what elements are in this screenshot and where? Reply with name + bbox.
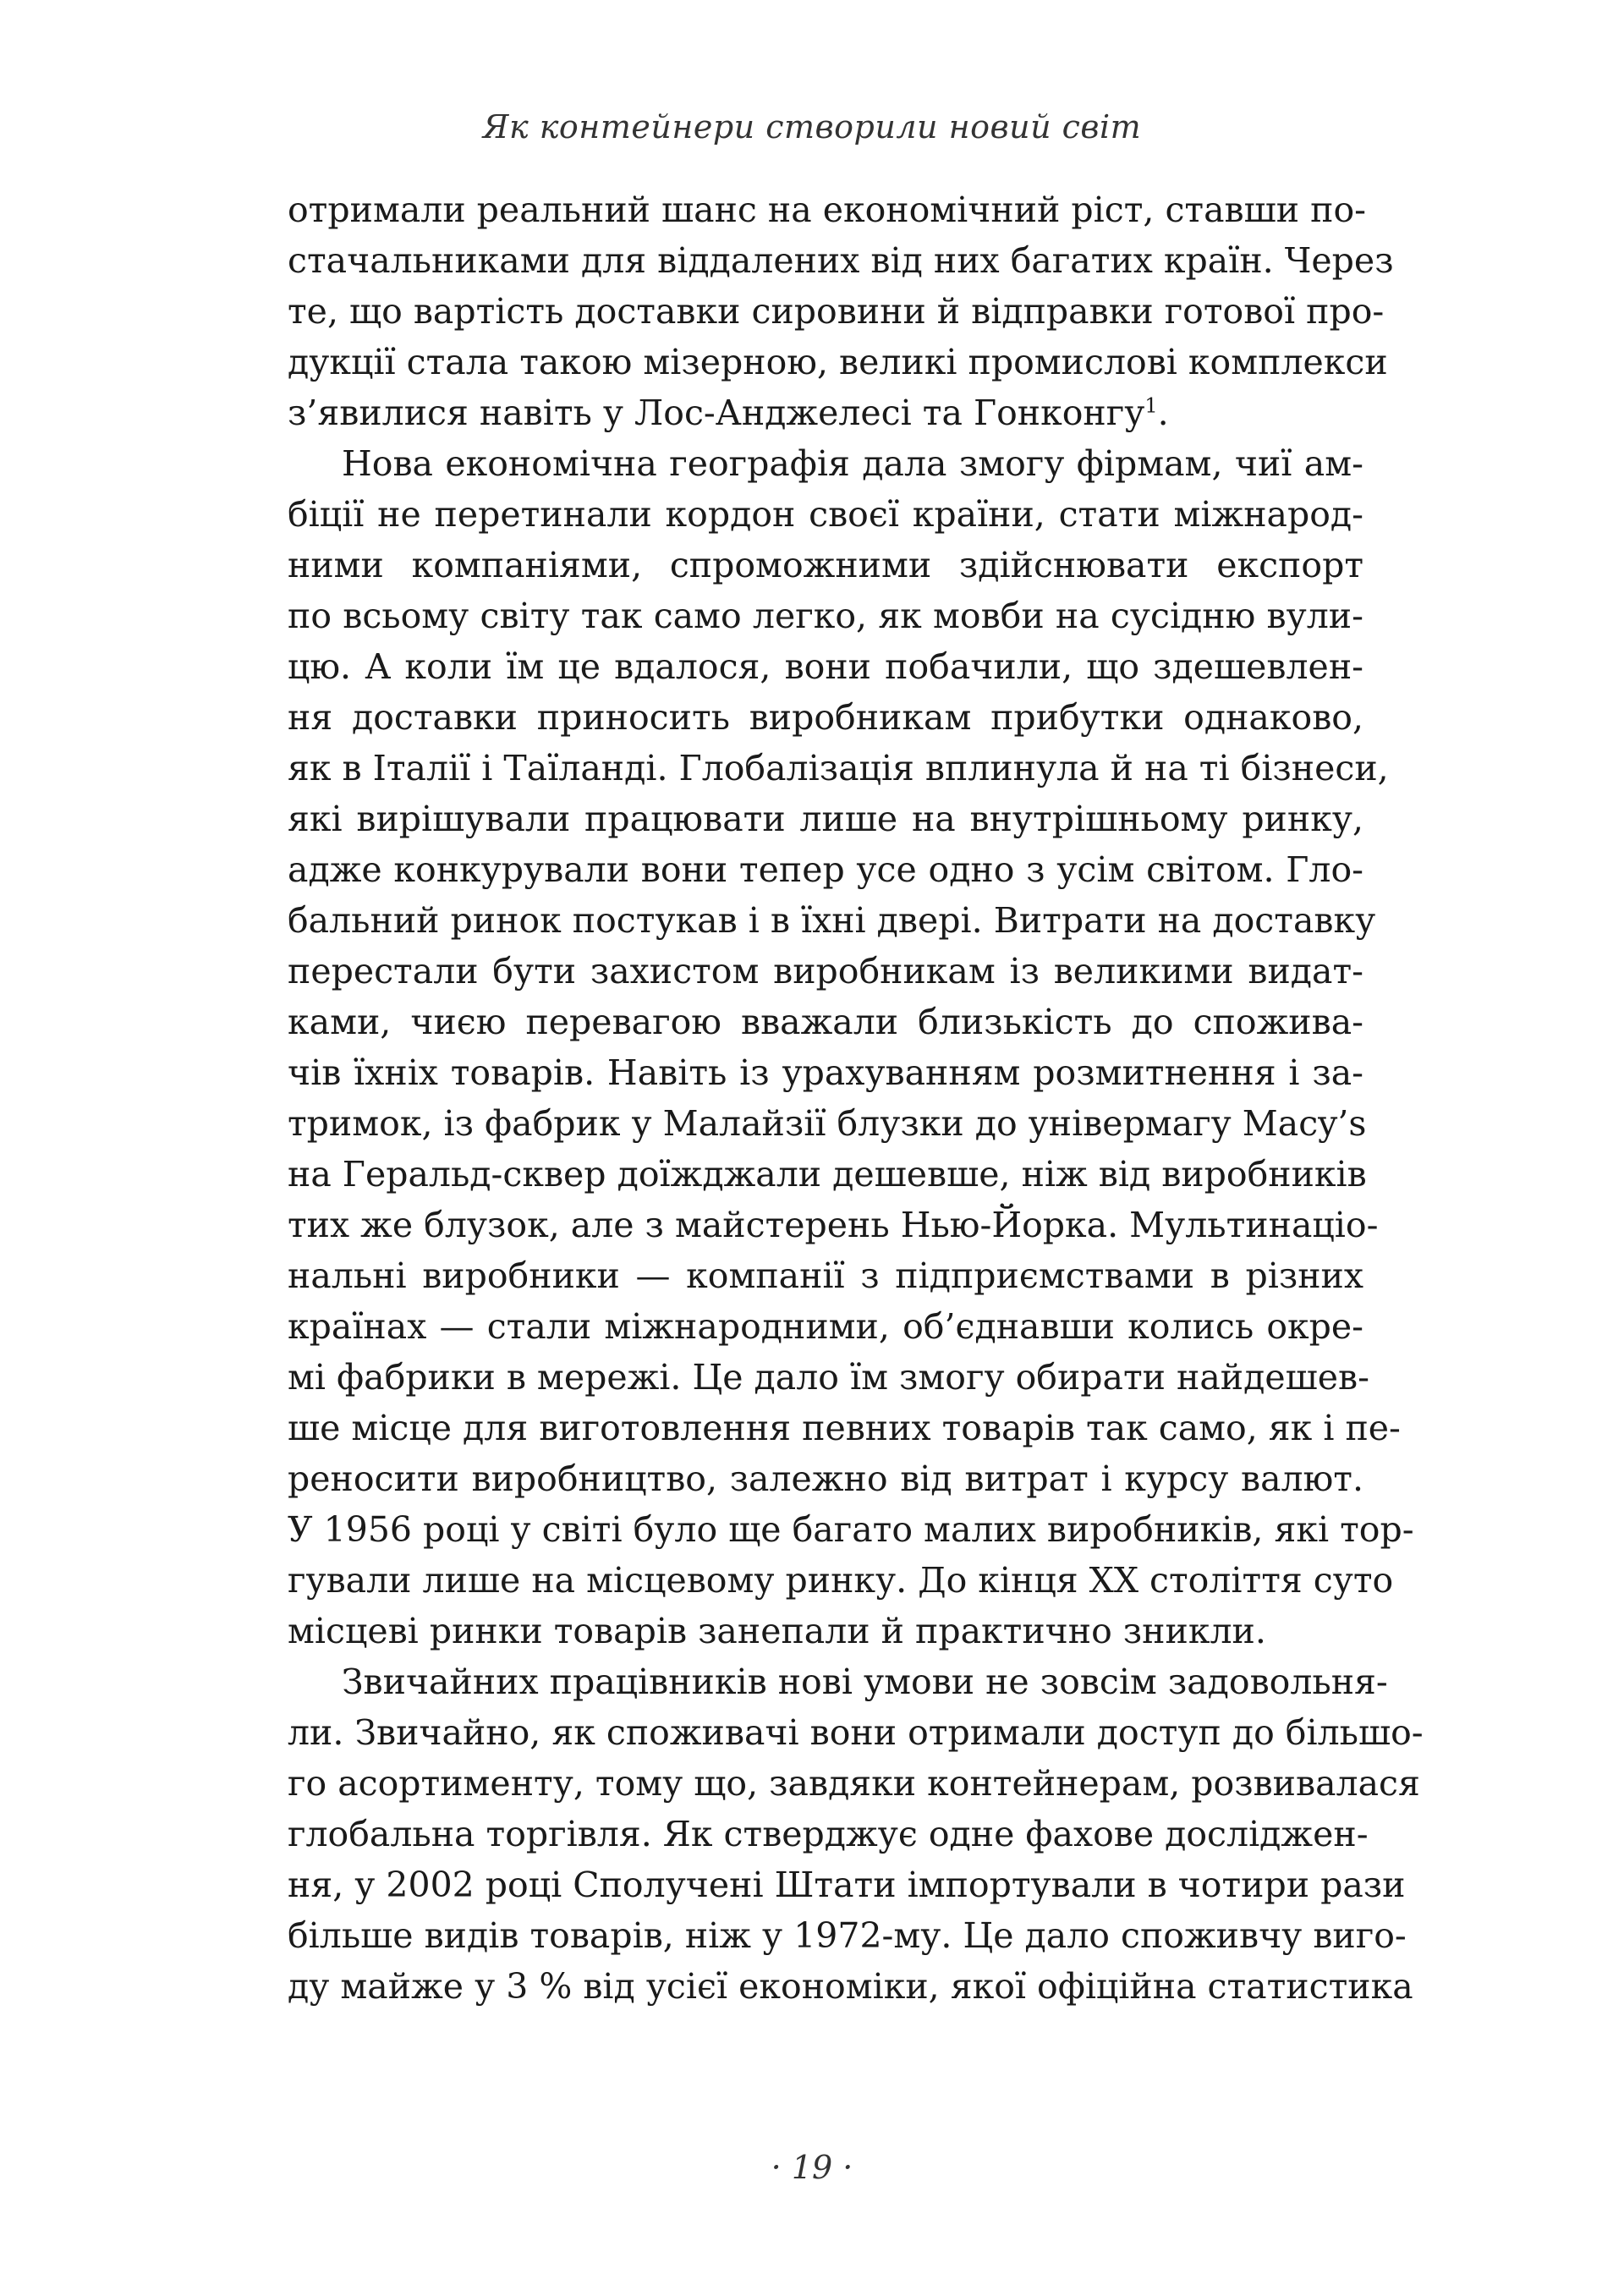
text-line: го асортименту, тому що, завдяки контейнерам, розвивалася [288,1763,1420,1804]
paragraph-first-line: Звичайних працівників нові умови не зовсім задовольня- [342,1662,1388,1702]
text-line: на Геральд-сквер доїжджали дешевше, ніж від виробників [288,1154,1367,1195]
text-line: місцеві ринки товарів занепали й практично зникли. [288,1611,1266,1651]
paragraph-first-line: Нова економічна географія дала змогу фірмам, чиї ам- [342,443,1363,484]
page-number: · 19 · [771,2149,853,2186]
text-line: країнах — стали міжнародними, об’єднавши колись окре- [288,1306,1363,1347]
text-line: тримок, із фабрик у Малайзії блузки до універмагу Macy’s [288,1103,1367,1144]
body-text [288,184,1424,2012]
text-line: чів їхніх товарів. Навіть із урахуванням розмитнення і за- [288,1052,1363,1093]
text-line: ли. Звичайно, як споживачі вони отримали доступ до більшо- [288,1712,1424,1753]
text-line: адже конкурували вони тепер усе одно з усім світом. Гло- [288,849,1363,890]
text-line: ду майже у 3 % від усієї економіки, якої офіційна статистика [288,1966,1413,2007]
text-line: У 1956 році у світі було ще багато малих виробників, які тор- [288,1509,1414,1550]
text-line: біції не перетинали кордон своєї країни, стати міжнарод- [288,494,1363,535]
text-line: ками, чиєю перевагою вважали близькість до спожива- [288,1002,1363,1042]
text-line: ня, у 2002 році Сполучені Штати імпортували в чотири рази [288,1865,1406,1905]
text-line: тих же блузок, але з майстерень Нью-Йорка. Мультинаціо- [288,1205,1379,1245]
text-line [288,387,1363,438]
sentence-end: . [1157,393,1169,433]
text-line: бальний ринок постукав і в їхні двері. Витрати на доставку [288,900,1376,941]
text-line-content: з’явилися навіть у Лос-Анджелесі та Гонконгу [288,393,1145,433]
text-line: ними компаніями, спроможними здійснювати експорт [288,545,1363,585]
text-line: мі фабрики в мережі. Це дало їм змогу обирати найдешев- [288,1357,1369,1398]
text-line: які вирішували працювати лише на внутрішньому ринку, [288,799,1363,839]
text-line: цю. А коли їм це вдалося, вони побачили, що здешевлен- [288,646,1363,687]
text-line: те, що вартість доставки сировини й відправки готової про- [288,291,1385,332]
footnote-reference[interactable]: 1 [1144,393,1158,418]
text-line: більше видів товарів, ніж у 1972-му. Це дало споживчу виго- [288,1915,1407,1956]
text-line: нальні виробники — компанії з підприємствами в різних [288,1255,1363,1296]
text-line: по всьому світу так само легко, як мовби на сусідню вули- [288,596,1363,636]
text-line: стачальниками для віддалених від них багатих країн. Через [288,240,1394,281]
text-line: гували лише на місцевому ринку. До кінця XX століття суто [288,1560,1394,1601]
text-line: ше місце для виготовлення певних товарів так само, як і пе- [288,1408,1401,1448]
text-line: отримали реальний шанс на економічний ріст, ставши по- [288,190,1366,230]
text-line: перестали бути захистом виробникам із великими видат- [288,951,1363,991]
running-header: Як контейнери створили новий світ [482,108,1142,146]
text-line: ня доставки приносить виробникам прибутки однаково, [288,697,1363,738]
text-line: як в Італії і Таїланді. Глобалізація вплинула й на ті бізнеси, [288,748,1389,788]
text-line: реносити виробництво, залежно від витрат і курсу валют. [288,1458,1363,1499]
text-line: глобальна торгівля. Як стверджує одне фахове досліджен- [288,1814,1369,1854]
text-line: дукції стала такою мізерною, великі промислові комплекси [288,342,1388,382]
